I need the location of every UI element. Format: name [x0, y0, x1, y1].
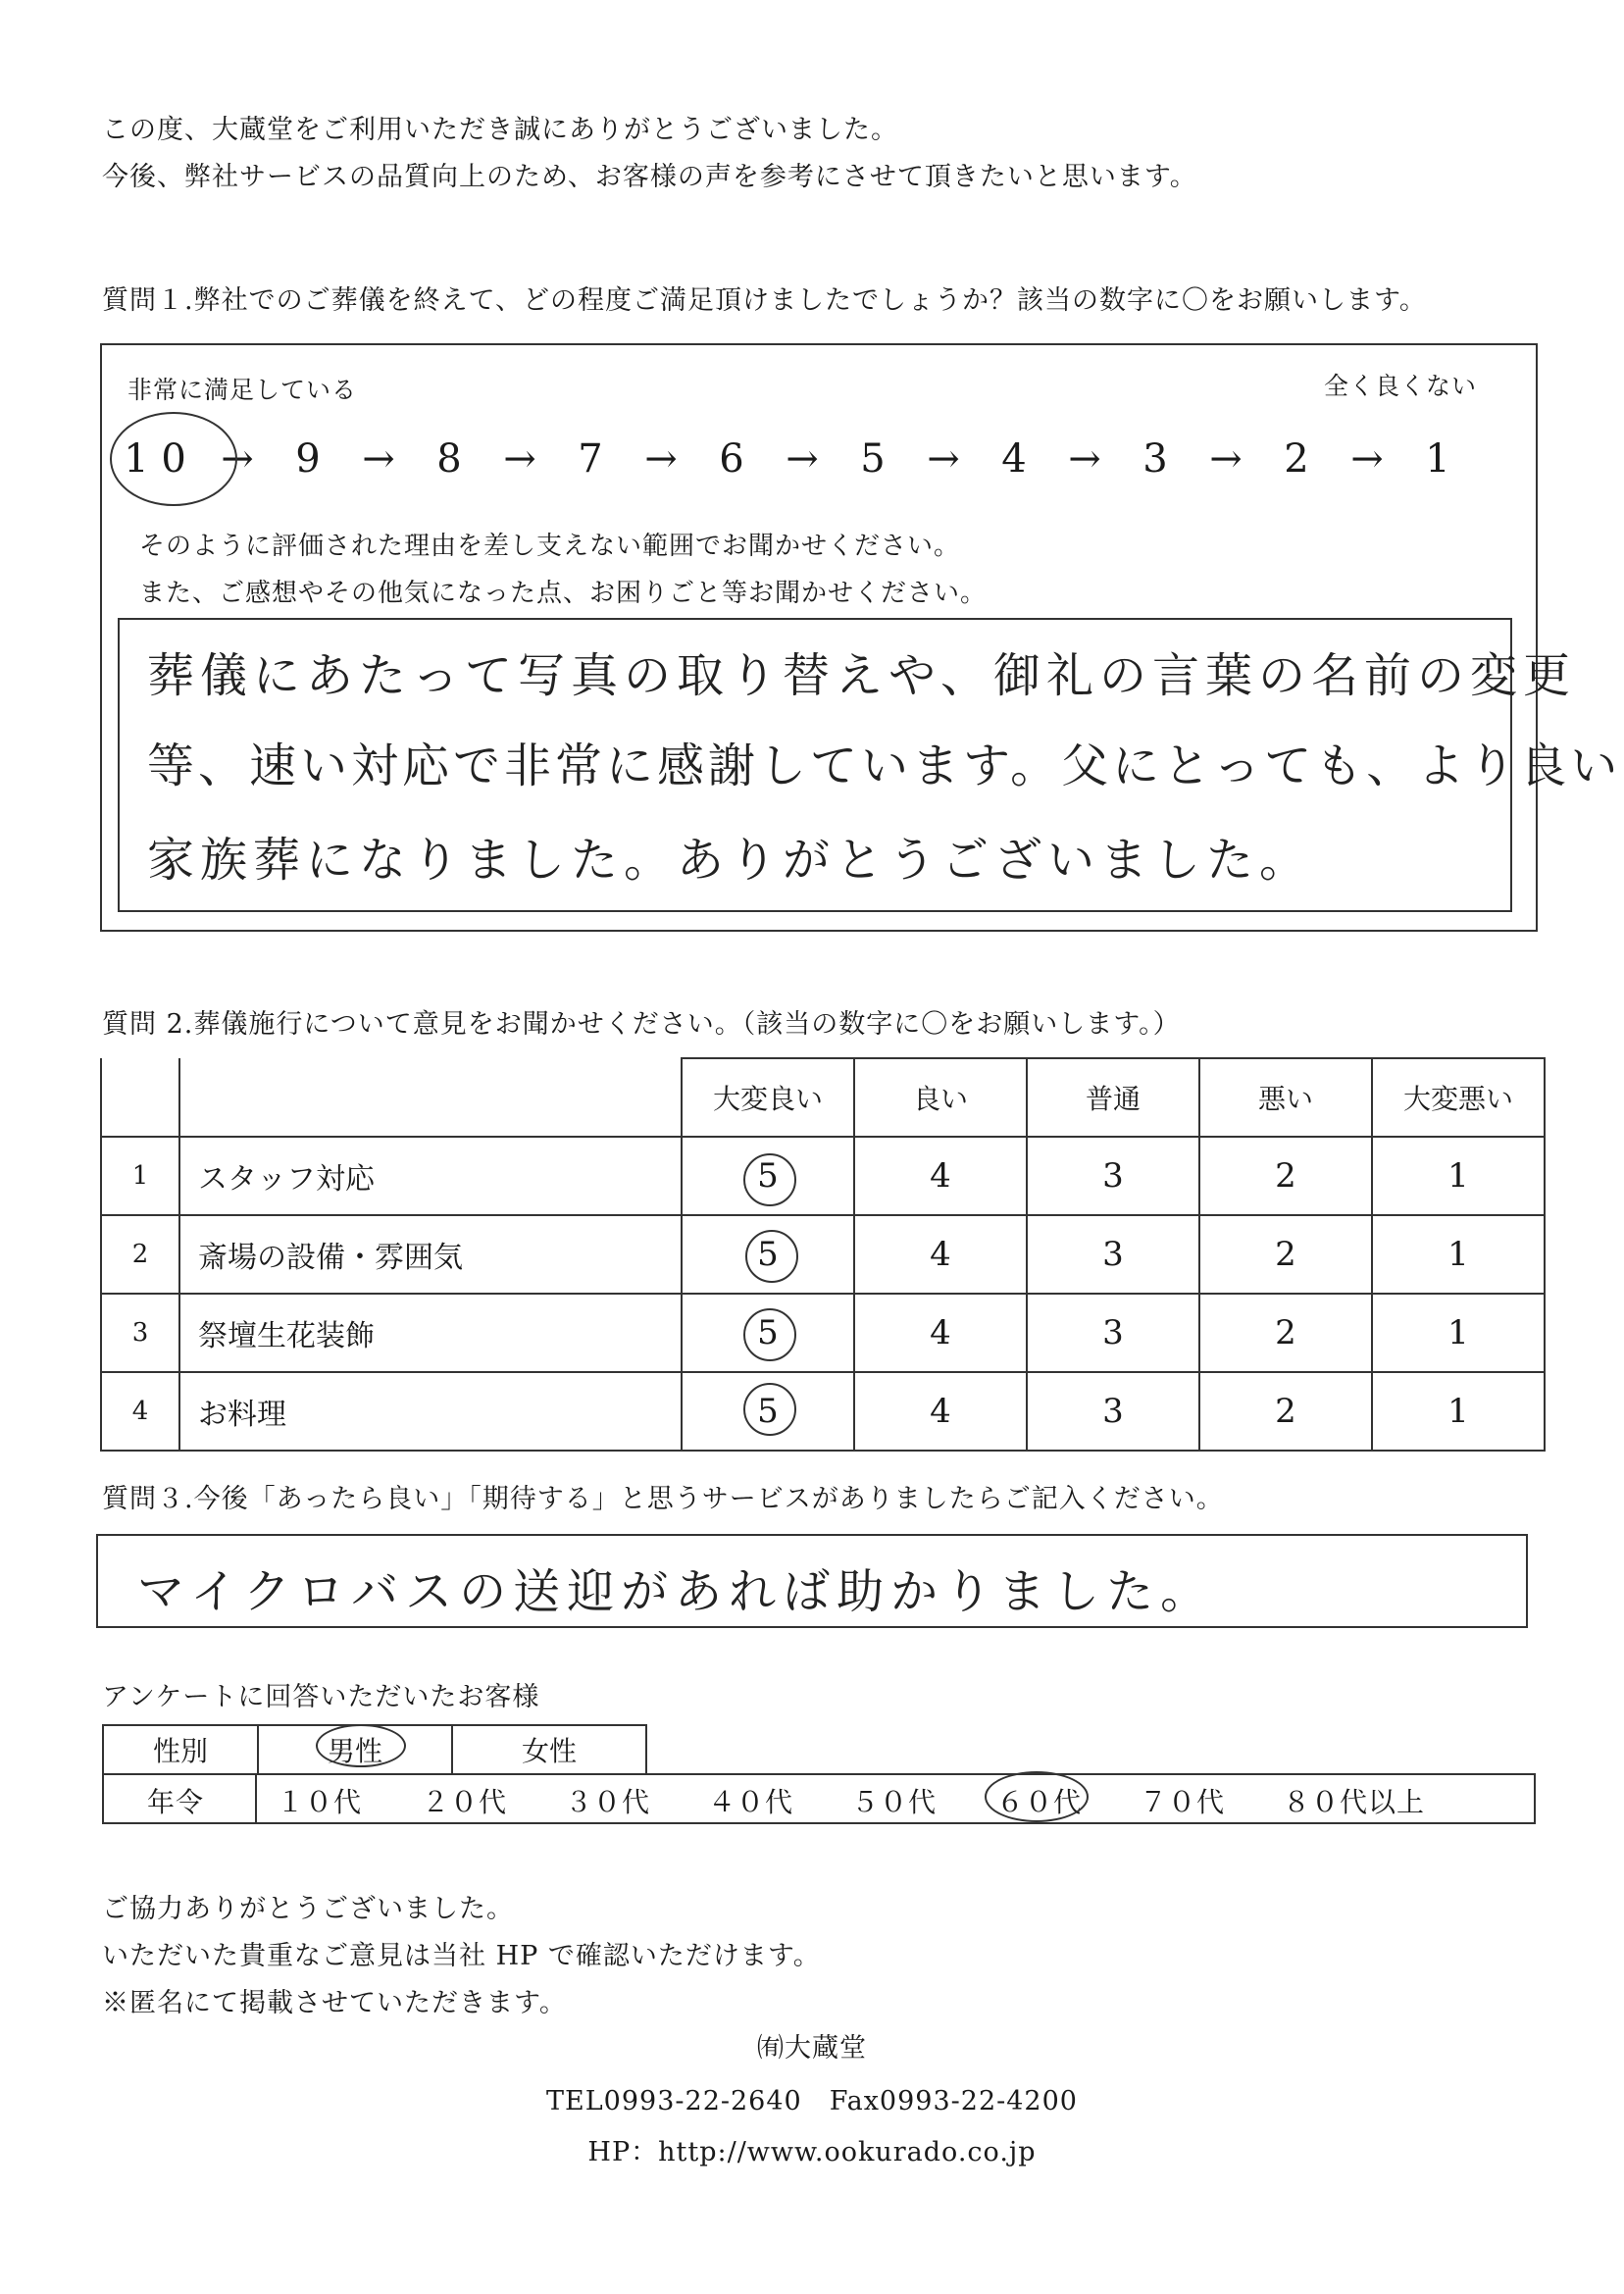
q1-reason-line-2: また、ご感想やその他気になった点、お困りごと等お聞かせください。 — [139, 579, 988, 608]
score-cell[interactable]: 3 — [1027, 1294, 1199, 1372]
q1-title: 質問１.弊社でのご葬儀を終えて、どの程度ご満足頂けましたでしょうか？該当の数字に〇をお願いします。 — [102, 285, 1427, 316]
q2-row2-selected-circle — [745, 1230, 798, 1283]
q3-title: 質問３.今後「あったら良い」「期待する」と思うサービスがありましたらご記入ください。 — [102, 1484, 1224, 1514]
score-cell[interactable]: 1 — [1372, 1294, 1545, 1372]
arrow-icon: → — [221, 436, 254, 482]
score-cell[interactable]: 1 — [1372, 1215, 1545, 1294]
age-option[interactable]: ６０代 — [996, 1786, 1083, 1818]
scale-value-1[interactable]: 1 — [1425, 436, 1450, 482]
score-cell[interactable]: 2 — [1199, 1215, 1372, 1294]
q1-answer-line-3: 家族葬になりました。ありがとうございました。 — [147, 833, 1313, 888]
age-option[interactable]: ５０代 — [851, 1786, 938, 1818]
company-contact: TEL0993-22-2640 Fax0993-22-4200 — [546, 2086, 1078, 2116]
score-cell[interactable]: 2 — [1199, 1137, 1372, 1215]
age-label: 年令 — [147, 1786, 205, 1818]
scale-value-3[interactable]: 3 — [1142, 436, 1168, 482]
q2-title: 質問 2.葬儀施行について意見をお聞かせください。（該当の数字に〇をお願いします。） — [102, 1009, 1181, 1040]
closing-line-2: いただいた貴重なご意見は当社 HP で確認いただけます。 — [102, 1941, 821, 1971]
row-label: 祭壇生花装飾 — [179, 1294, 682, 1372]
q2-col-header: 普通 — [1027, 1058, 1199, 1137]
score-cell[interactable]: 4 — [854, 1137, 1027, 1215]
customer-title: アンケートに回答いただいたお客様 — [102, 1682, 540, 1712]
row-number: 2 — [101, 1215, 179, 1294]
q1-left-label: 非常に満足している — [127, 376, 358, 404]
score-cell[interactable]: 5 — [682, 1372, 854, 1451]
scale-value-5[interactable]: 5 — [860, 436, 886, 482]
scale-value-6[interactable]: 6 — [719, 436, 744, 482]
intro-line-1: この度、大蔵堂をご利用いただき誠にありがとうございました。 — [102, 115, 898, 145]
q2-row4-selected-circle — [743, 1383, 796, 1436]
q2-row1-selected-circle — [743, 1153, 796, 1206]
score-cell[interactable]: 1 — [1372, 1137, 1545, 1215]
score-cell[interactable]: 4 — [854, 1294, 1027, 1372]
arrow-icon: → — [503, 436, 536, 482]
arrow-icon: → — [786, 436, 819, 482]
closing-line-1: ご協力ありがとうございました。 — [102, 1894, 514, 1924]
q2-table — [100, 1057, 1546, 1452]
q1-right-label: 全く良くない — [1324, 372, 1478, 400]
row-number: 3 — [101, 1294, 179, 1372]
score-cell[interactable]: 4 — [854, 1372, 1027, 1451]
gender-option-female[interactable]: 女性 — [452, 1725, 646, 1774]
score-cell[interactable]: 4 — [854, 1215, 1027, 1294]
table-row — [101, 1372, 1545, 1451]
q1-rating-scale — [108, 430, 1520, 488]
score-cell[interactable]: 2 — [1199, 1372, 1372, 1451]
scale-value-2[interactable]: 2 — [1284, 436, 1309, 482]
arrow-icon: → — [1350, 436, 1384, 482]
score-cell[interactable]: 1 — [1372, 1372, 1545, 1451]
arrow-icon: → — [1209, 436, 1243, 482]
score-cell[interactable]: 2 — [1199, 1294, 1372, 1372]
q2-col-header: 大変悪い — [1372, 1058, 1545, 1137]
arrow-icon: → — [927, 436, 960, 482]
q1-selected-circle — [110, 412, 237, 506]
gender-label: 性別 — [103, 1725, 258, 1774]
q1-answer-line-1: 葬儀にあたって写真の取り替えや、御礼の言葉の名前の変更 — [147, 648, 1577, 703]
arrow-icon: → — [362, 436, 395, 482]
table-row — [101, 1294, 1545, 1372]
row-label: 斎場の設備・雰囲気 — [179, 1215, 682, 1294]
age-option[interactable]: ８０代以上 — [1283, 1786, 1426, 1818]
arrow-icon: → — [1068, 436, 1101, 482]
arrow-icon: → — [644, 436, 678, 482]
gender-option-male[interactable]: 男性 — [258, 1725, 452, 1774]
q2-col-header: 大変良い — [682, 1058, 854, 1137]
score-cell[interactable]: 3 — [1027, 1215, 1199, 1294]
scale-value-8[interactable]: 8 — [436, 436, 462, 482]
score-cell[interactable]: 3 — [1027, 1372, 1199, 1451]
age-option[interactable]: １０代 — [277, 1786, 363, 1818]
scale-value-4[interactable]: 4 — [1001, 436, 1027, 482]
row-number: 4 — [101, 1372, 179, 1451]
q1-answer-line-2: 等、速い対応で非常に感謝しています。父にとっても、より良い — [147, 739, 1622, 793]
table-row — [101, 1215, 1545, 1294]
age-option[interactable]: ３０代 — [565, 1786, 651, 1818]
row-number: 1 — [101, 1137, 179, 1215]
q2-row3-selected-circle — [743, 1308, 796, 1361]
row-label: お料理 — [179, 1372, 682, 1451]
age-selected-circle — [985, 1771, 1089, 1822]
age-divider — [255, 1773, 257, 1824]
q1-reason-line-1: そのように評価された理由を差し支えない範囲でお聞かせください。 — [139, 532, 961, 561]
score-cell[interactable]: 5 — [682, 1215, 854, 1294]
table-row — [101, 1137, 1545, 1215]
age-option[interactable]: ７０代 — [1140, 1786, 1226, 1818]
q3-answer: マイクロバスの送迎があれば助かりました。 — [137, 1564, 1215, 1619]
row-label: スタッフ対応 — [179, 1137, 682, 1215]
score-cell[interactable]: 3 — [1027, 1137, 1199, 1215]
q2-col-header: 良い — [854, 1058, 1027, 1137]
company-hp-link[interactable]: HP：http://www.ookurado.co.jp — [587, 2137, 1037, 2167]
q2-col-header: 悪い — [1199, 1058, 1372, 1137]
age-option[interactable]: ４０代 — [708, 1786, 794, 1818]
score-cell[interactable]: 5 — [682, 1137, 854, 1215]
company-name: ㈲大蔵堂 — [757, 2033, 867, 2064]
intro-line-2: 今後、弊社サービスの品質向上のため、お客様の声を参考にさせて頂きたいと思います。 — [102, 162, 1197, 192]
age-option[interactable]: ２０代 — [422, 1786, 508, 1818]
closing-line-3: ※匿名にて掲載させていただきます。 — [102, 1988, 567, 2018]
scale-value-10[interactable]: 1 0 — [124, 436, 186, 482]
scale-value-9[interactable]: 9 — [295, 436, 321, 482]
gender-selected-circle — [316, 1724, 406, 1767]
scale-value-7[interactable]: 7 — [578, 436, 603, 482]
score-cell[interactable]: 5 — [682, 1294, 854, 1372]
